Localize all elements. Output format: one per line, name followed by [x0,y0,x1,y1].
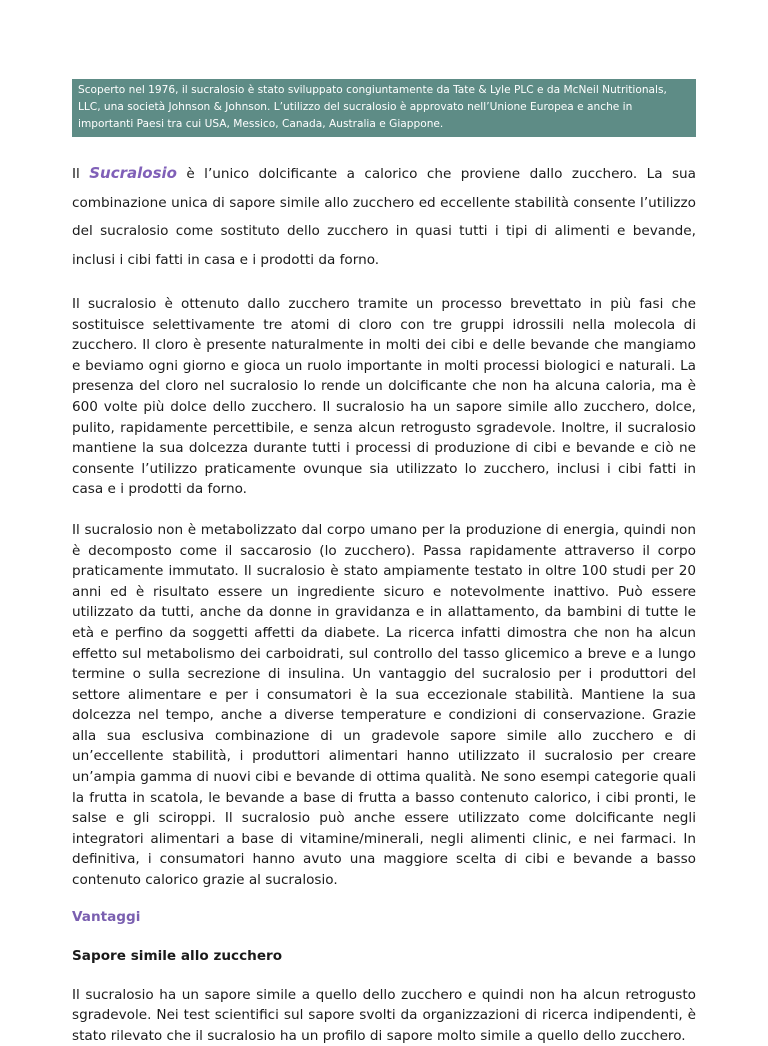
subheading-sapore: Sapore simile allo zucchero [72,947,283,964]
body-paragraph-production: Il sucralosio è ottenuto dallo zucchero tramite un processo brevettato in più fasi che sostituisce selettivamente tre atomi di cloro con tre gruppi idrossili nella molecola di zucchero. Il cloro è presente naturalmente in molti dei cibi e delle bevande che mangiamo e beviamo ogni giorno e gioca un ruolo importante in molti processi biologici e naturali. La presenza del cloro nel sucralosio lo rende un dolcificante che non ha alcuna caloria, ma è 600 volte più dolce dello zucchero. Il sucralosio ha un sapore simile allo zucchero, dolce, pulito, rapidamente percettibile, e senza alcun retrogusto sgradevole. Inoltre, il sucralosio mantiene la sua dolcezza durante tutti i processi di produzione di cibi e bevande e ciò ne consente l’utilizzo praticamente ovunque sia utilizzato lo zucchero, inclusi i cibi fatti in casa e i prodotti da forno. [72,296,696,498]
intro-lead: Il [72,166,90,182]
intro-paragraph [72,159,696,274]
intro-banner: Scoperto nel 1976, il sucralosio è stato sviluppato congiuntamente da Tate & Lyle PLC e da McNeil Nutritionals, LLC, una società Johnson & Johnson. L’utilizzo del sucralosio è approvato nell’Unione Europea e anche in importanti Paesi tra cui USA, Messico, Canada, Australia e Giappone. [72,79,696,137]
document-page [72,79,696,1046]
body-paragraph-sapore: Il sucralosio ha un sapore simile a quello dello zucchero e quindi non ha alcun retrogusto sgradevole. Nei test scientifici sul sapore svolti da organizzazioni di ricerca indipendenti, è stato rilevato che il sucralosio ha un profilo di sapore molto simile a quello dello zucchero. [72,986,696,1044]
intro-text: è l’unico dolcificante a calorico che proviene dallo zucchero. La sua combinazione unica di sapore simile allo zucchero ed eccellente stabilità consente l’utilizzo del sucralosio come sostituto dello zucchero in quasi tutti i tipi di alimenti e bevande, inclusi i cibi fatti in casa e i prodotti da forno. [72,166,697,268]
brand-name: Sucralosio [89,164,177,182]
section-heading-vantaggi: Vantaggi [72,908,141,925]
body-paragraph-metabolism: Il sucralosio non è metabolizzato dal corpo umano per la produzione di energia, quindi non è decomposto come il saccarosio (lo zucchero). Passa rapidamente attraverso il corpo praticamente immutato. Il sucralosio è stato ampiamente testato in oltre 100 studi per 20 anni ed è risultato essere un ingrediente sicuro e notevolmente inattivo. Può essere utilizzato da tutti, anche da donne in gravidanza e in allattamento, da bambini di tutte le età e perfino da soggetti affetti da diabete. La ricerca infatti dimostra che non ha alcun effetto sul metabolismo dei carboidrati, sul controllo del tasso glicemico a breve e a lungo termine o sulla secrezione di insulina. Un vantaggio del sucralosio per i produttori del settore alimentare e per i consumatori è la sua eccezionale stabilità. Mantiene la sua dolcezza nel tempo, anche a diverse temperature e condizioni di conservazione. Grazie alla sua esclusiva combinazione di un gradevole sapore simile allo zucchero e di un’eccellente stabilità, i produttori alimentari hanno utilizzato il sucralosio per creare un’ampia gamma di nuovi cibi e bevande di ottima qualità. Ne sono esempi categorie quali la frutta in scatola, le bevande a base di frutta a basso contenuto calorico, i cibi pronti, le salse e gli sciroppi. Il sucralosio può anche essere utilizzato come dolcificante negli integratori alimentari a base di vitamine/minerali, negli alimenti clinic, e nei farmaci. In definitiva, i consumatori hanno avuto una maggiore scelta di cibi e bevande a basso contenuto calorico grazie al sucralosio. [72,521,696,889]
